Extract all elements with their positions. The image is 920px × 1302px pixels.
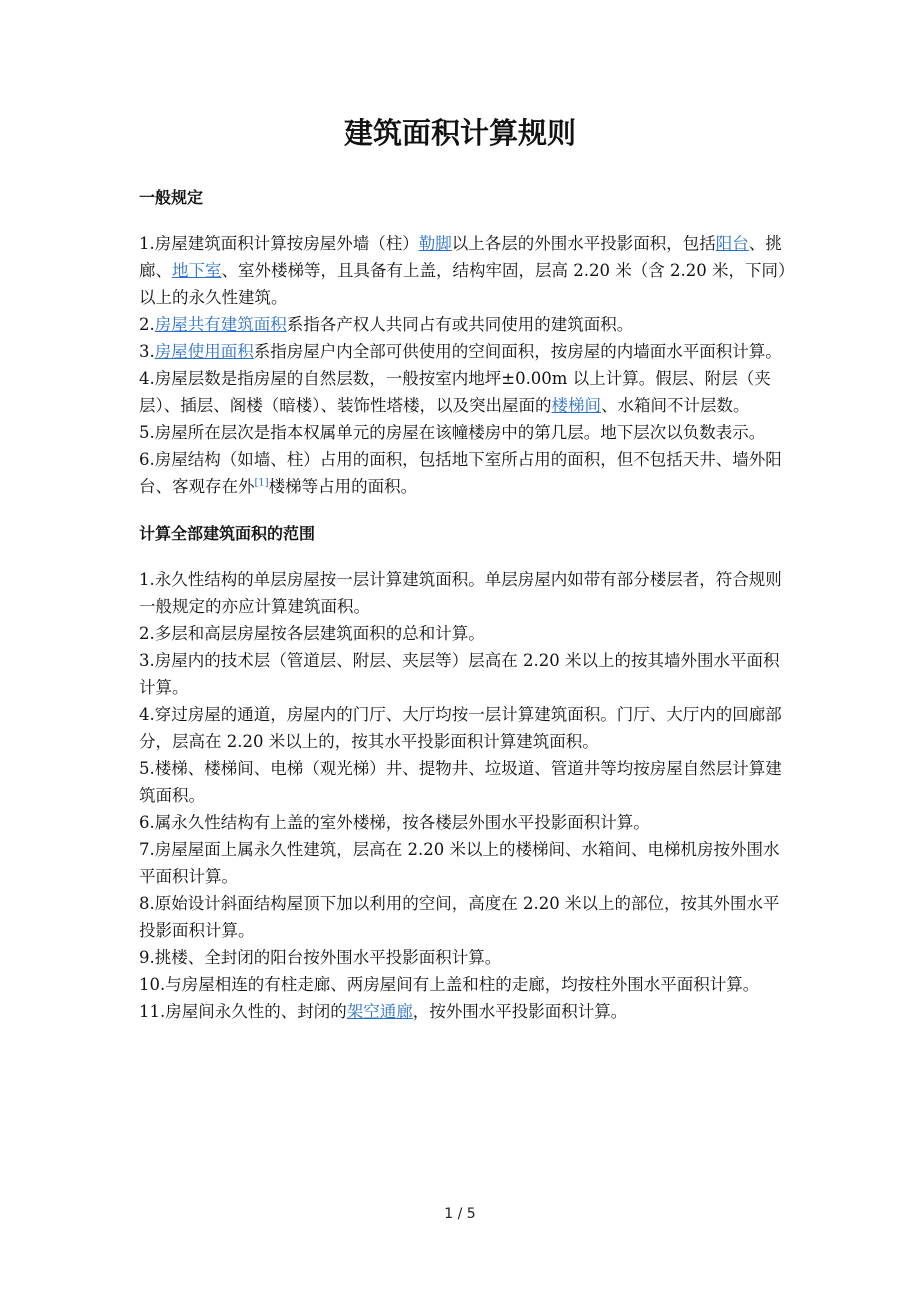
- list-item: [139, 998, 787, 1025]
- term-link[interactable]: 阳台: [715, 234, 749, 253]
- item-text: 楼梯等占用的面积。: [268, 477, 418, 496]
- document-body: [139, 184, 787, 1025]
- item-text: 6.房屋结构（如墙、柱）占用的面积，包括地下室所占用的面积，但不包括天井、墙外阳台、客观存在外: [139, 450, 782, 496]
- list-item: [139, 446, 787, 500]
- item-text: 8.原始设计斜面结构屋顶下加以利用的空间，高度在 2.20 米以上的部位，按其外围水平投影面积计算。: [139, 894, 780, 940]
- term-link[interactable]: 房屋使用面积: [154, 342, 254, 361]
- item-text: 2.多层和高层房屋按各层建筑面积的总和计算。: [139, 624, 485, 643]
- term-link[interactable]: 楼梯间: [551, 396, 601, 415]
- item-text: 7.房屋屋面上属永久性建筑，层高在 2.20 米以上的楼梯间、水箱间、电梯机房按外围水平面积计算。: [139, 840, 780, 886]
- list-item: [139, 647, 787, 701]
- item-text: 5.楼梯、楼梯间、电梯（观光梯）井、提物井、垃圾道、管道井等均按房屋自然层计算建筑面积。: [139, 759, 782, 805]
- item-text: 3.: [139, 342, 155, 361]
- item-text: 10.与房屋相连的有柱走廊、两房屋间有上盖和柱的走廊，均按柱外围水平面积计算。: [139, 975, 760, 994]
- item-text: 1.永久性结构的单层房屋按一层计算建筑面积。单层房屋内如带有部分楼层者，符合规则一般规定的亦应计算建筑面积。: [139, 570, 782, 616]
- list-item: [139, 338, 787, 365]
- item-text: 4.穿过房屋的通道，房屋内的门厅、大厅均按一层计算建筑面积。门厅、大厅内的回廊部分，层高在 2.20 米以上的，按其水平投影面积计算建筑面积。: [139, 705, 782, 751]
- list-item: [139, 836, 787, 890]
- list-item: [139, 419, 787, 446]
- list-item: [139, 890, 787, 944]
- item-text: 系指各产权人共同占有或共同使用的建筑面积。: [286, 315, 634, 334]
- list-item: [139, 620, 787, 647]
- item-text: 4.房屋层数是指房屋的自然层数，一般按室内地坪±0.00m 以上计算。假层、附层（夹层）、插层、阁楼（暗楼）、装饰性塔楼，以及突出屋面的: [139, 369, 771, 415]
- list-item: [139, 971, 787, 998]
- item-text: 系指房屋户内全部可供使用的空间面积，按房屋的内墙面水平面积计算。: [253, 342, 782, 361]
- list-item: [139, 809, 787, 836]
- list-item: [139, 365, 787, 419]
- item-text: ，按外围水平投影面积计算。: [412, 1002, 628, 1021]
- term-link[interactable]: 架空通廊: [346, 1002, 413, 1021]
- term-link[interactable]: 地下室: [172, 261, 222, 280]
- item-text: 、室外楼梯等，且具备有上盖，结构牢固，层高 2.20 米（含 2.20 米，下同）以上的永久性建筑。: [139, 261, 787, 307]
- page-number: 1 / 5: [444, 1206, 476, 1222]
- item-text: 、挑廊、: [139, 234, 782, 280]
- item-text: 3.房屋内的技术层（管道层、附层、夹层等）层高在 2.20 米以上的按其墙外围水平面积计算。: [139, 651, 780, 697]
- list-item: [139, 701, 787, 755]
- item-text: 9.挑楼、全封闭的阳台按外围水平投影面积计算。: [139, 948, 502, 967]
- item-text: 6.属永久性结构有上盖的室外楼梯，按各楼层外围水平投影面积计算。: [139, 813, 650, 832]
- item-text: 5.房屋所在层次是指本权属单元的房屋在该幢楼房中的第几层。地下层次以负数表示。: [139, 423, 766, 442]
- list-item: [139, 230, 787, 311]
- list-item: [139, 311, 787, 338]
- item-text: 11.房屋间永久性的、封闭的: [139, 1002, 347, 1021]
- item-text: 2.: [139, 315, 155, 334]
- full-area-rules-list: [139, 566, 787, 1025]
- footnote-ref-link[interactable]: [1]: [254, 477, 269, 489]
- page-title: 建筑面积计算规则: [343, 116, 576, 150]
- item-text: 1.房屋建筑面积计算按房屋外墙（柱）: [139, 234, 419, 253]
- section-heading-general: 一般规定: [139, 188, 204, 207]
- general-rules-list: [139, 230, 787, 500]
- term-link[interactable]: 勒脚: [418, 234, 452, 253]
- term-link[interactable]: 房屋共有建筑面积: [154, 315, 287, 334]
- item-text: 、水箱间不计层数。: [601, 396, 750, 415]
- list-item: [139, 755, 787, 809]
- list-item: [139, 944, 787, 971]
- item-text: 以上各层的外围水平投影面积，包括: [451, 234, 716, 253]
- section-heading-full-area: 计算全部建筑面积的范围: [139, 524, 316, 543]
- list-item: [139, 566, 787, 620]
